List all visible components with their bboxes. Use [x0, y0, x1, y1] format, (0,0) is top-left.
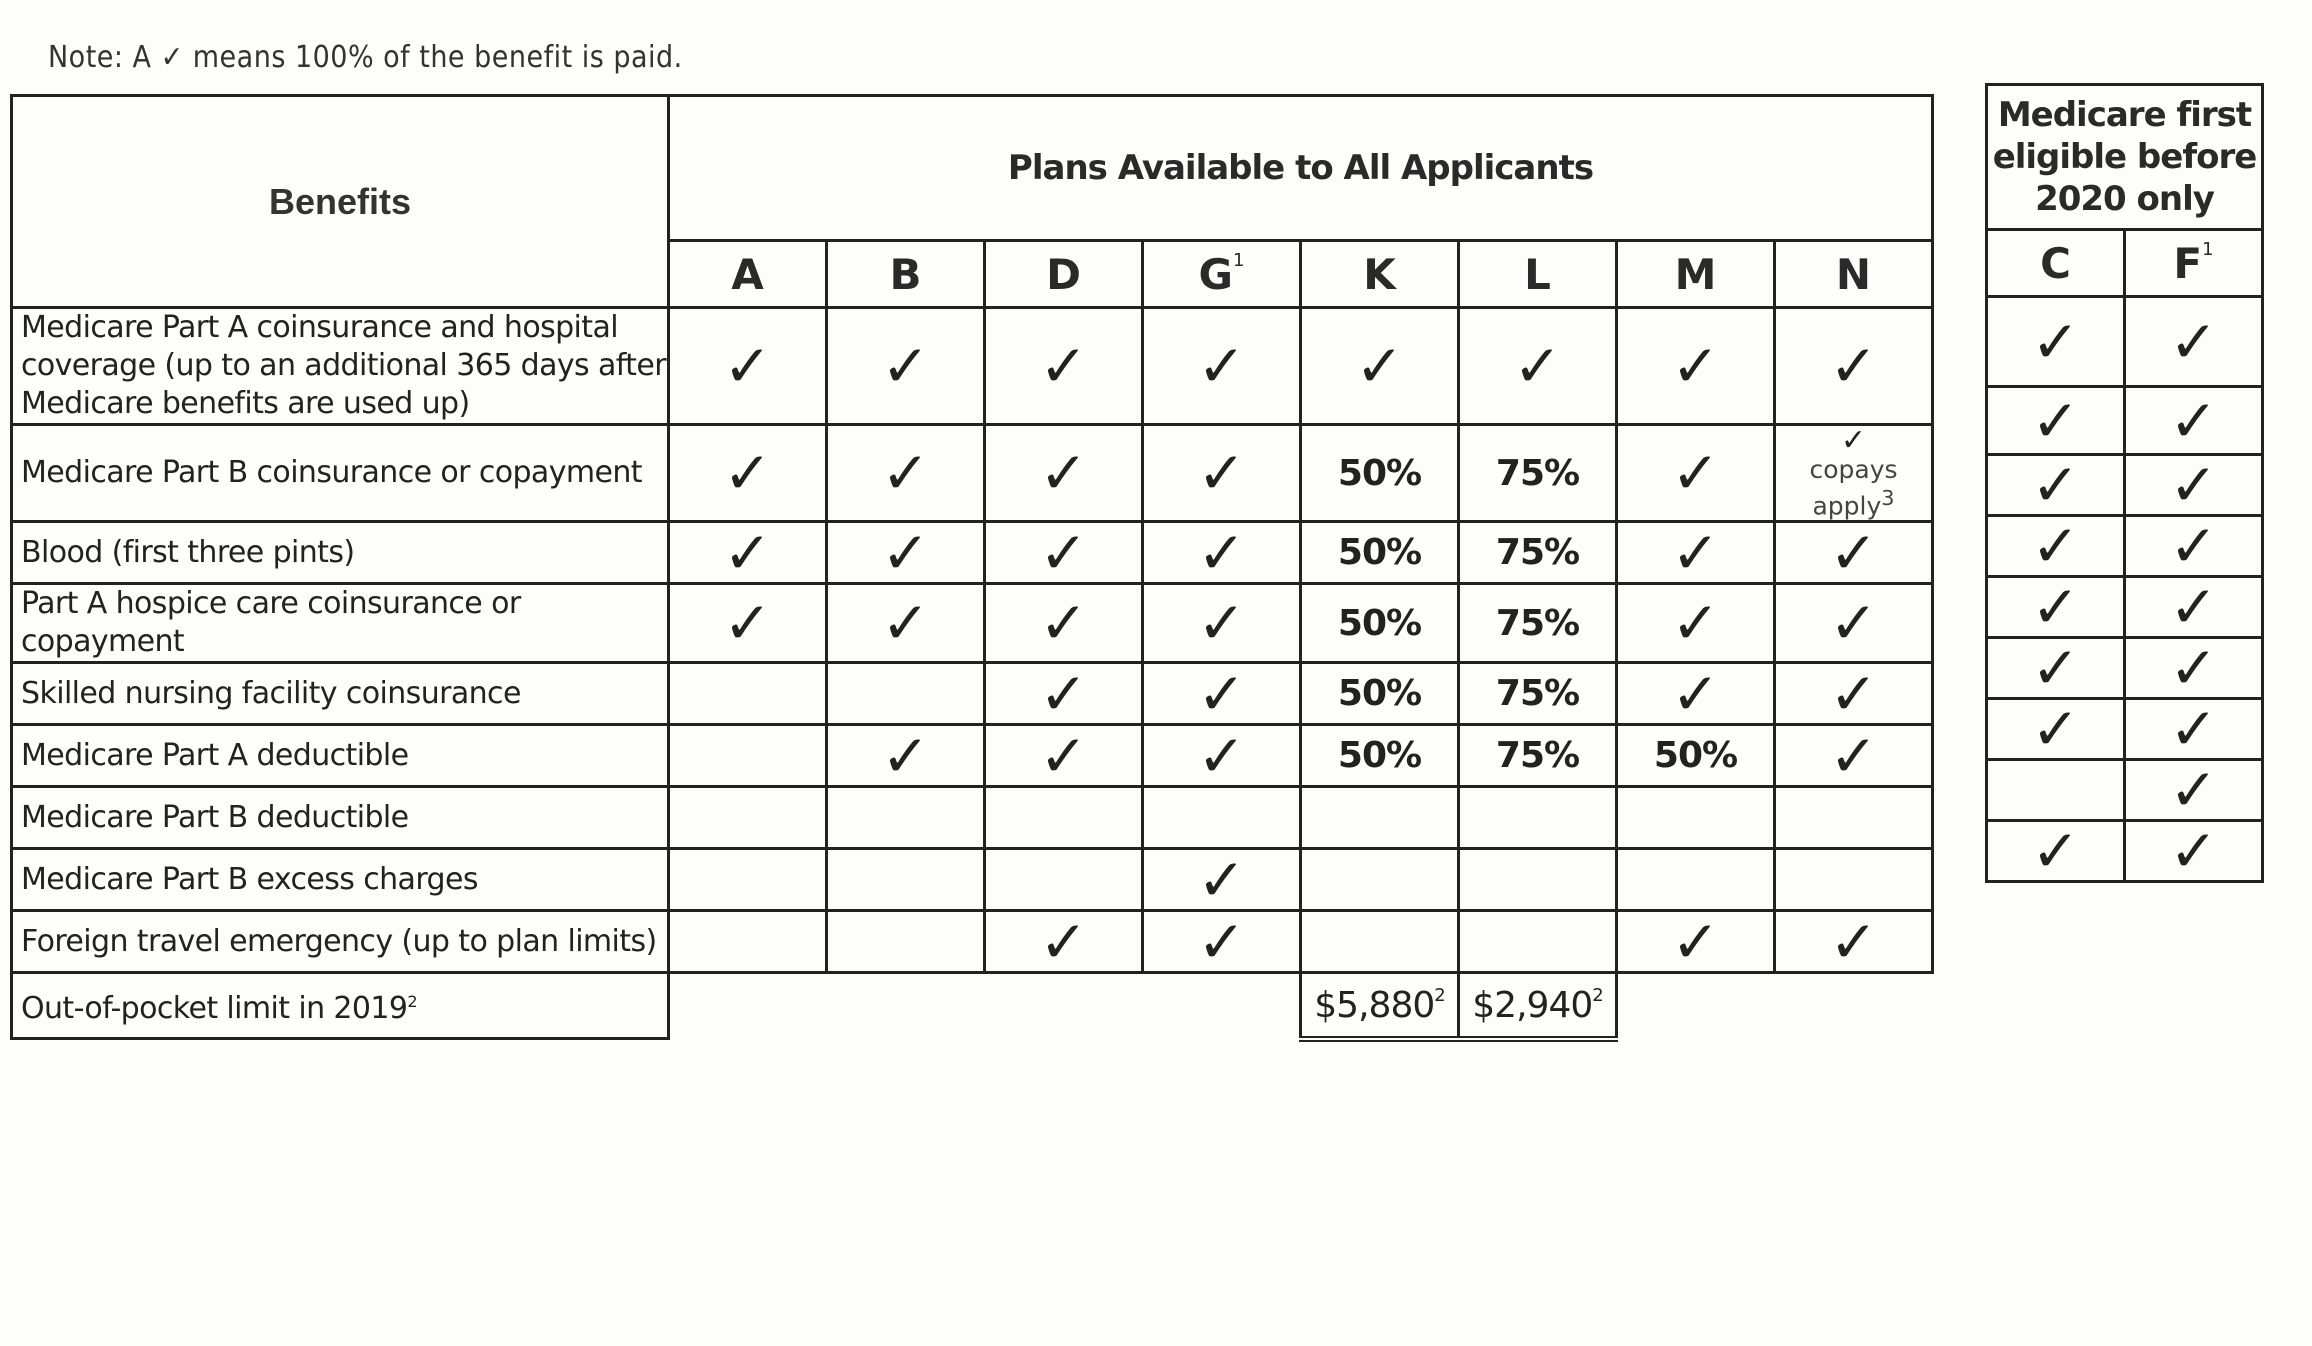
- benefit-cell-n: [1775, 584, 1933, 663]
- benefit-cell-c: [1987, 817, 2125, 885]
- benefit-cell-n: [1775, 787, 1933, 849]
- benefit-cell-a: [669, 849, 827, 911]
- empty-cell: [985, 973, 1143, 1039]
- plan-letter: L: [1524, 249, 1551, 299]
- percent-value: 50%: [1337, 735, 1422, 777]
- benefit-cell-n: [1775, 659, 1933, 728]
- plan-letter: C: [2040, 238, 2071, 288]
- check-mark: ✓: [1829, 589, 1878, 658]
- benefit-cell-n: [1775, 518, 1933, 587]
- check-mark: ✓: [2169, 512, 2218, 580]
- check-mark: ✓: [2031, 573, 2080, 641]
- check-mark: ✓: [2031, 817, 2080, 885]
- benefits-header: Benefits: [12, 96, 669, 308]
- check-mark: ✓: [881, 589, 930, 658]
- benefit-cell-m: [1617, 725, 1775, 787]
- check-mark: ✓: [1039, 907, 1088, 976]
- benefit-cell-g: [1143, 584, 1301, 663]
- check-mark: ✓: [2031, 695, 2080, 763]
- check-mark: ✓: [1197, 721, 1246, 790]
- benefit-cell-l: [1459, 787, 1617, 849]
- check-mark: ✓: [1039, 721, 1088, 790]
- check-mark: ✓: [2031, 512, 2080, 580]
- percent-value: 75%: [1495, 452, 1580, 494]
- benefit-cell-f: [2125, 634, 2263, 702]
- benefit-cell-b: [827, 663, 985, 725]
- oop-footnote-marker: 2: [1434, 984, 1445, 1006]
- check-mark: ✓: [1671, 439, 1720, 508]
- benefit-cell-b: [827, 849, 985, 911]
- benefit-row: [1987, 455, 2263, 516]
- benefit-label: Medicare Part B deductible: [12, 787, 669, 849]
- percent-value: 50%: [1337, 673, 1422, 715]
- benefit-cell-g: [1143, 721, 1301, 790]
- benefit-label: Blood (first three pints): [12, 522, 669, 584]
- check-mark: ✓: [1829, 659, 1878, 728]
- check-mark: ✓: [2169, 573, 2218, 641]
- empty-cell: [1617, 973, 1775, 1039]
- empty-cell: [669, 973, 827, 1039]
- plan-header-n: [1775, 241, 1933, 308]
- benefit-row: [1987, 821, 2263, 882]
- benefit-cell-d: [985, 584, 1143, 663]
- percent-value: 75%: [1495, 602, 1580, 644]
- check-mark: ✓: [2031, 634, 2080, 702]
- benefit-row: [12, 663, 1933, 725]
- benefit-cell-l: [1459, 522, 1617, 584]
- benefit-cell-m: [1617, 787, 1775, 849]
- plan-header-g: [1143, 241, 1301, 308]
- benefit-cell-k: [1301, 911, 1459, 973]
- benefit-cell-a: [669, 584, 827, 663]
- plan-letter: K: [1363, 249, 1396, 299]
- check-mark: ✓: [1197, 907, 1246, 976]
- pre-2020-plans-table: [1985, 83, 2264, 883]
- benefit-cell-a: [669, 787, 827, 849]
- plan-header-m: [1617, 241, 1775, 308]
- benefit-cell-n: [1775, 308, 1933, 425]
- out-of-pocket-label-text: Out-of-pocket limit in 2019: [21, 991, 408, 1027]
- medicare-first-eligible-header: Medicare first eligible before 2020 only: [1987, 85, 2263, 230]
- plan-header-d: [985, 241, 1143, 308]
- check-mark: ✓: [1829, 518, 1878, 587]
- plan-header-l: [1459, 241, 1617, 308]
- empty-cell: [1143, 973, 1301, 1039]
- benefit-cell-c: [1987, 297, 2125, 387]
- benefit-cell-d: [985, 518, 1143, 587]
- plan-letter: D: [1046, 249, 1081, 299]
- check-mark: ✓: [1829, 907, 1878, 976]
- check-mark: ✓: [1197, 518, 1246, 587]
- benefit-cell-a: [669, 663, 827, 725]
- benefit-cell-l: [1459, 308, 1617, 425]
- benefit-cell-a: [669, 308, 827, 425]
- benefit-label: Part A hospice care coinsurance or copayment: [12, 584, 669, 663]
- benefit-row: [1987, 638, 2263, 699]
- benefit-cell-g: [1143, 425, 1301, 522]
- benefit-cell-c: [1987, 573, 2125, 641]
- plan-letter: N: [1835, 249, 1872, 299]
- benefit-cell-l: [1459, 725, 1617, 787]
- benefit-cell-g: [1143, 308, 1301, 425]
- plans-table: [10, 94, 1934, 1042]
- benefit-cell-b: [827, 308, 985, 425]
- check-mark: ✓: [1039, 518, 1088, 587]
- benefit-cell-d: [985, 721, 1143, 790]
- plan-footnote-marker: 1: [1233, 249, 1245, 271]
- check-mark: ✓: [1671, 332, 1720, 400]
- benefit-cell-c: [1987, 387, 2125, 455]
- check-mark: ✓: [1197, 845, 1246, 914]
- check-mark: ✓: [2169, 695, 2218, 763]
- plan-header-c: [1987, 230, 2125, 297]
- benefit-cell-f: [2125, 512, 2263, 580]
- benefit-cell-d: [985, 849, 1143, 911]
- benefit-cell-g: [1143, 907, 1301, 976]
- benefit-row: [1987, 760, 2263, 821]
- footnote-note: Note: A ✓ means 100% of the benefit is paid.: [48, 40, 683, 75]
- benefit-cell-f: [2125, 817, 2263, 885]
- check-mark: ✓: [1671, 518, 1720, 587]
- benefit-row: [12, 584, 1933, 663]
- out-of-pocket-row: [12, 973, 1933, 1039]
- check-mark: ✓: [723, 439, 772, 508]
- plan-header-k: [1301, 241, 1459, 308]
- check-mark: ✓: [723, 518, 772, 587]
- benefit-cell-k: [1301, 584, 1459, 663]
- benefit-cell-f: [2125, 297, 2263, 387]
- check-mark: ✓: [1197, 659, 1246, 728]
- check-mark: ✓: [881, 332, 930, 400]
- check-mark: ✓: [1039, 439, 1088, 508]
- oop-footnote-marker: 2: [407, 992, 417, 1012]
- plan-letter: M: [1674, 249, 1717, 299]
- benefit-cell-b: [827, 787, 985, 849]
- check-mark: ✓: [2031, 307, 2080, 376]
- plan-letter: F: [2173, 238, 2203, 288]
- benefit-cell-k: [1301, 308, 1459, 425]
- benefit-cell-a: [669, 518, 827, 587]
- check-mark: ✓: [1197, 439, 1246, 508]
- benefit-row: [12, 787, 1933, 849]
- check-mark: ✓: [2031, 386, 2080, 455]
- percent-value: 50%: [1337, 532, 1422, 574]
- benefit-cell-a: [669, 911, 827, 973]
- plan-header-b: [827, 241, 985, 308]
- check-mark: ✓: [2031, 451, 2080, 519]
- benefit-cell-l: [1459, 663, 1617, 725]
- oop-amount: $5,880: [1314, 984, 1435, 1026]
- copays-text: copays apply: [1809, 455, 1898, 521]
- benefit-label: Medicare Part B coinsurance or copayment: [12, 425, 669, 522]
- benefit-row: [1987, 516, 2263, 577]
- benefit-cell-k: [1301, 849, 1459, 911]
- check-mark: ✓: [1829, 332, 1878, 400]
- benefit-cell-c: [1987, 634, 2125, 702]
- check-mark: ✓: [2169, 756, 2218, 824]
- plan-footnote-marker: 1: [2202, 238, 2214, 260]
- check-mark: ✓: [723, 589, 772, 658]
- check-mark: ✓: [1671, 589, 1720, 658]
- percent-value: 75%: [1495, 673, 1580, 715]
- benefit-cell-c: [1987, 760, 2125, 821]
- percent-value: 50%: [1337, 602, 1422, 644]
- percent-value: 75%: [1495, 735, 1580, 777]
- percent-value: 50%: [1653, 735, 1738, 777]
- check-mark: ✓: [1671, 659, 1720, 728]
- benefit-cell-k: [1301, 425, 1459, 522]
- benefit-cell-b: [827, 584, 985, 663]
- benefit-row: [12, 725, 1933, 787]
- benefit-label: Skilled nursing facility coinsurance: [12, 663, 669, 725]
- benefit-cell-l: [1459, 849, 1617, 911]
- benefit-cell-k: [1301, 787, 1459, 849]
- benefit-cell-d: [985, 787, 1143, 849]
- benefit-cell-g: [1143, 659, 1301, 728]
- benefit-label: Medicare Part A deductible: [12, 725, 669, 787]
- benefit-cell-d: [985, 659, 1143, 728]
- copays-apply-note: [1776, 423, 1931, 521]
- plan-header-f: [2125, 230, 2263, 297]
- oop-value-l: [1459, 973, 1617, 1039]
- out-of-pocket-label: [12, 973, 669, 1039]
- benefit-label: Medicare Part B excess charges: [12, 849, 669, 911]
- benefit-cell-m: [1617, 584, 1775, 663]
- benefit-cell-f: [2125, 573, 2263, 641]
- benefit-cell-c: [1987, 695, 2125, 763]
- benefit-cell-f: [2125, 695, 2263, 763]
- oop-value-k: [1301, 973, 1459, 1039]
- check-mark: ✓: [1671, 907, 1720, 976]
- empty-cell: [827, 973, 985, 1039]
- benefit-cell-g: [1143, 518, 1301, 587]
- check-mark: ✓: [1513, 332, 1562, 400]
- benefit-row: [12, 849, 1933, 911]
- oop-amount: $2,940: [1472, 984, 1593, 1026]
- benefit-cell-m: [1617, 659, 1775, 728]
- plan-letter: A: [731, 249, 764, 299]
- check-mark: ✓: [2169, 307, 2218, 376]
- benefit-label: Foreign travel emergency (up to plan limits): [12, 911, 669, 973]
- check-mark: ✓: [2169, 386, 2218, 455]
- benefit-cell-m: [1617, 425, 1775, 522]
- benefit-row: [1987, 297, 2263, 387]
- plan-letter: G: [1198, 249, 1234, 299]
- empty-cell: [1775, 973, 1933, 1039]
- benefit-cell-m: [1617, 308, 1775, 425]
- check-mark: ✓: [1197, 332, 1246, 400]
- check-mark: ✓: [1829, 721, 1878, 790]
- benefit-cell-b: [827, 721, 985, 790]
- benefit-cell-m: [1617, 518, 1775, 587]
- check-mark: ✓: [1197, 589, 1246, 658]
- benefit-cell-n: [1775, 849, 1933, 911]
- plan-letter: B: [889, 249, 922, 299]
- check-mark: ✓: [723, 332, 772, 400]
- benefit-cell-b: [827, 911, 985, 973]
- benefit-cell-n: [1775, 907, 1933, 976]
- benefit-cell-f: [2125, 387, 2263, 455]
- benefit-cell-c: [1987, 512, 2125, 580]
- benefit-cell-f: [2125, 756, 2263, 824]
- benefit-cell-n: [1775, 425, 1933, 522]
- benefit-cell-m: [1617, 907, 1775, 976]
- benefit-cell-g: [1143, 787, 1301, 849]
- plan-header-a: [669, 241, 827, 308]
- percent-value: 75%: [1495, 532, 1580, 574]
- check-mark: ✓: [2169, 817, 2218, 885]
- benefit-cell-l: [1459, 425, 1617, 522]
- benefit-cell-l: [1459, 584, 1617, 663]
- benefit-row: [12, 911, 1933, 973]
- benefit-cell-m: [1617, 849, 1775, 911]
- benefit-row: [12, 425, 1933, 522]
- benefit-cell-d: [985, 425, 1143, 522]
- benefit-cell-k: [1301, 725, 1459, 787]
- check-mark: ✓: [1039, 332, 1088, 400]
- benefit-cell-b: [827, 518, 985, 587]
- check-mark: ✓: [881, 518, 930, 587]
- benefit-cell-b: [827, 425, 985, 522]
- check-mark: ✓: [881, 721, 930, 790]
- oop-footnote-marker: 2: [1592, 984, 1603, 1006]
- benefit-cell-n: [1775, 721, 1933, 790]
- benefit-row: [1987, 387, 2263, 455]
- copays-footnote-marker: 3: [1881, 486, 1895, 510]
- plans-available-header: Plans Available to All Applicants: [669, 96, 1933, 241]
- check-mark: ✓: [881, 439, 930, 508]
- benefit-cell-d: [985, 907, 1143, 976]
- benefit-cell-k: [1301, 663, 1459, 725]
- percent-value: 50%: [1337, 452, 1422, 494]
- benefit-row: [12, 522, 1933, 584]
- benefit-cell-l: [1459, 911, 1617, 973]
- check-mark: ✓: [1039, 659, 1088, 728]
- benefit-cell-g: [1143, 845, 1301, 914]
- benefit-cell-c: [1987, 451, 2125, 519]
- check-mark: ✓: [2169, 634, 2218, 702]
- benefit-cell-d: [985, 308, 1143, 425]
- check-mark: ✓: [2169, 451, 2218, 519]
- benefit-row: [1987, 577, 2263, 638]
- benefit-cell-a: [669, 725, 827, 787]
- benefit-cell-a: [669, 425, 827, 522]
- check-mark: ✓: [1039, 589, 1088, 658]
- benefit-row: [1987, 699, 2263, 760]
- benefit-label: Medicare Part A coinsurance and hospital coverage (up to an additional 365 days after Medicare benefits are used up): [12, 308, 669, 425]
- check-mark: ✓: [1355, 332, 1404, 400]
- benefit-cell-f: [2125, 451, 2263, 519]
- benefit-cell-k: [1301, 522, 1459, 584]
- benefit-row: [12, 308, 1933, 425]
- check-mark: ✓: [1840, 423, 1867, 458]
